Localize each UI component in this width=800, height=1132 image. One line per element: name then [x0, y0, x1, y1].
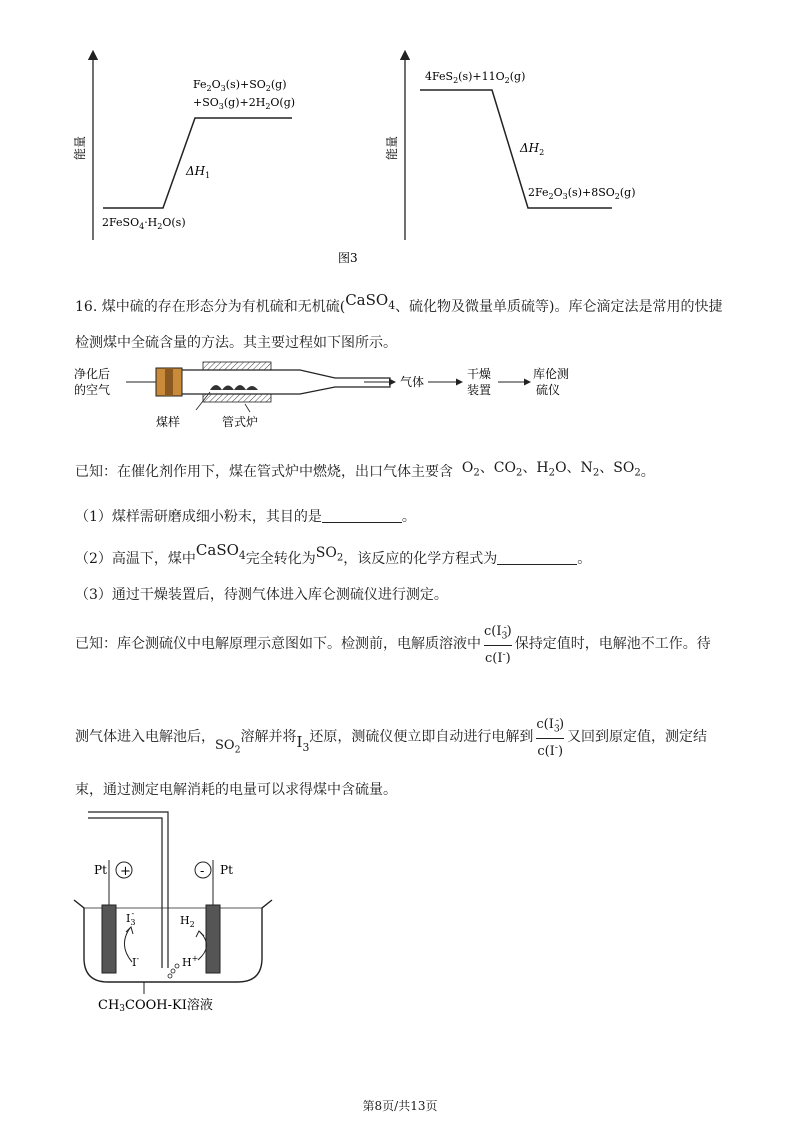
left-upper-label: $Fe_2O_3(s)+SO_2(g)$: [193, 78, 287, 93]
ylabel-right: 能量: [385, 135, 399, 160]
q16-line1: [75, 290, 723, 317]
energy-diagram-left: [72, 55, 295, 240]
sample-label: 煤样: [156, 415, 181, 429]
i-minus-label: I-: [132, 954, 140, 969]
figure-3: [0, 0, 800, 270]
furnace-label: 管式炉: [222, 415, 259, 429]
answer-blank-1[interactable]: [322, 508, 402, 523]
paragraph-4: 束，通过测定电解消耗的电量可以求得煤中含硫量。: [75, 782, 397, 798]
meter-label-1: 库伦测: [533, 367, 570, 381]
fraction-2: $\frac{c(I_3^-)}{c(I^-)}$: [536, 715, 565, 760]
sub-question-3: （3）通过干燥装置后，待测气体进入库仑测硫仪进行测定。: [75, 587, 448, 603]
h-plus-label: H+: [182, 954, 199, 969]
sub-question-2: （2）高温下，煤中CaSO$_4$完全转化为$SO_2$，该反应的化学方程式为 。: [75, 541, 592, 567]
so2-formula: $SO_2$: [315, 545, 344, 564]
caso4-formula-2: CaSO$_4$: [195, 541, 246, 562]
energy-diagram-right: [384, 55, 635, 240]
paragraph-3: 测气体进入电解池后，$SO_2$溶解并将$I_3$还原，测硫仪便立即自动进行电解到 $\frac{c(I_3^-)}{c(I^-)}$ 又回到原定值，测定结: [75, 715, 708, 760]
dh1-label: $\Delta H_1$: [186, 164, 211, 180]
apparatus-diagram: [70, 360, 630, 435]
so2-formula-2: $SO_2$: [215, 737, 241, 756]
caso4-formula: CaSO$_4$: [345, 291, 396, 312]
pt-left: Pt: [94, 863, 107, 877]
q16-line1a: 16. 煤中硫的存在形态分为有机硫和无机硫(: [75, 299, 346, 315]
fraction-1: $\frac{c(I_3^-)}{c(I^-)}$: [484, 622, 512, 667]
known-2: 已知：库仑测硫仪中电解原理示意图如下。检测前，电解质溶液中 $\frac{c(I_3^-)}{c(I^-)}$ 保持定值时，电解池不工作。待: [75, 622, 711, 667]
sub-question-1: （1）煤样需研磨成细小粉末，其目的是 。: [75, 509, 416, 525]
left-lower-label: $2FeSO_4\cdot H_2O(s)$: [102, 216, 186, 231]
answer-blank-2[interactable]: [497, 550, 577, 565]
right-upper-label: $4FeS_2(s)+11O_2(g)$: [425, 70, 526, 85]
dh2-label: $\Delta H_2$: [520, 141, 545, 157]
left-upper-label-2: $+SO_3(g)+2H_2O(g)$: [193, 96, 296, 111]
gas-label: 气体: [400, 375, 425, 389]
combustion-tube: [182, 370, 390, 394]
h2-label: $H_2$: [180, 914, 195, 929]
q16-line1b: 、硫化物及微量单质硫等)。库仑滴定法是常用的快捷: [395, 299, 723, 315]
meter-label-2: 硫仪: [536, 383, 561, 397]
ylabel-left: 能量: [73, 135, 87, 160]
right-lower-label: $2Fe_2O_3(s)+8SO_2(g)$: [528, 186, 636, 201]
minus-sign: -: [200, 864, 205, 879]
gas-formulas: $O_2$、$CO_2$、$H_2O$、$N_2$、$SO_2$: [457, 460, 641, 479]
gas-inlet-tube: [88, 812, 168, 968]
dryer-label-1: 干燥: [467, 367, 492, 381]
anode: [102, 905, 116, 973]
coal-sample: [210, 385, 258, 390]
page-footer: 第8页/共13页: [362, 1099, 438, 1113]
i3-formula: $I_3$: [296, 732, 310, 754]
q16-line2: 检测煤中全硫含量的方法。其主要过程如下图所示。: [75, 335, 397, 351]
pt-right: Pt: [220, 863, 233, 877]
electrolysis-cell-diagram: [60, 800, 320, 1020]
known-1: 已知：在催化剂作用下，煤在管式炉中燃烧，出口气体主要含 $O_2$、$CO_2$、$H_2O$、$N_2$、$SO_2$。: [75, 460, 655, 480]
solution-label: CH3COOH-KI溶液: [98, 998, 213, 1014]
i3-minus-label: $I_3-$: [126, 909, 136, 927]
known-1-text: 已知：在催化剂作用下，煤在管式炉中燃烧，出口气体主要含: [75, 464, 453, 480]
cathode: [206, 905, 220, 973]
dryer-label-2: 装置: [467, 383, 492, 397]
plus-sign: +: [120, 864, 131, 879]
figure-caption: 图3: [338, 251, 358, 265]
air-label-1: 净化后: [74, 367, 111, 381]
air-label-2: 的空气: [74, 383, 111, 397]
